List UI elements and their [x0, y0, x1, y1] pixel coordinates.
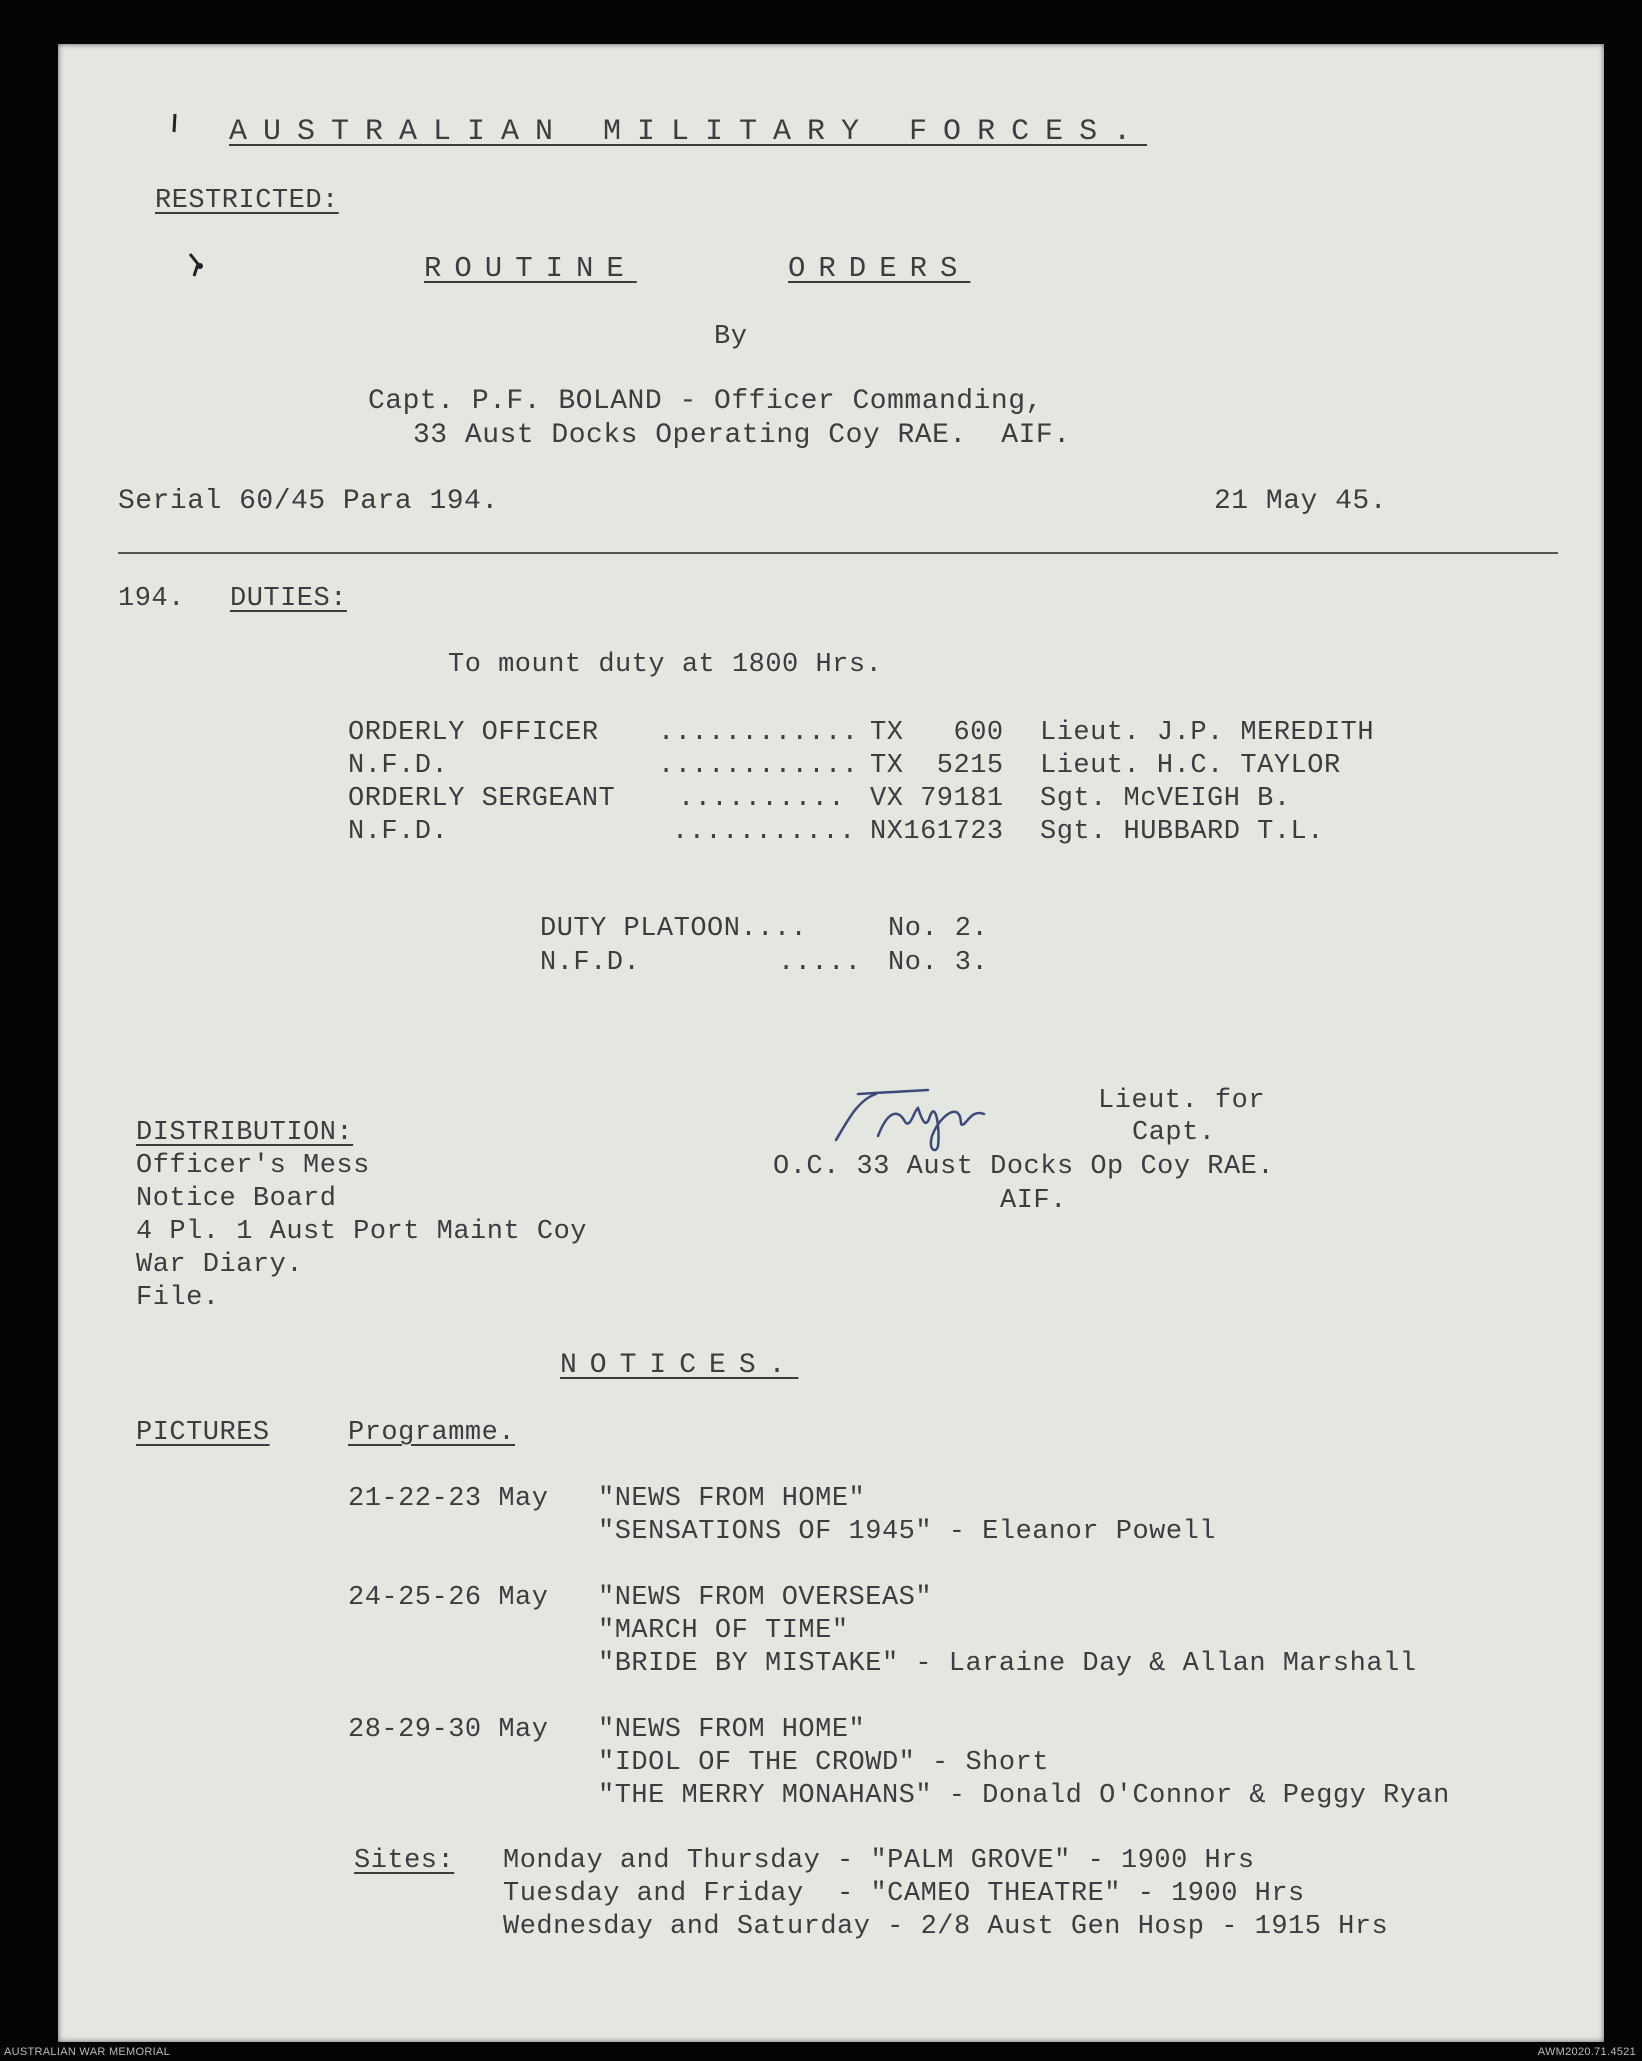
duty-platoon-dots: .....	[778, 948, 862, 978]
duty-role: ORDERLY SERGEANT	[348, 784, 616, 814]
duty-dots: ............	[658, 751, 859, 781]
signature-title-line-3: O.C. 33 Aust Docks Op Coy RAE.	[773, 1152, 1275, 1182]
programme-line: "NEWS FROM HOME"	[598, 1715, 866, 1745]
distribution-item: File.	[136, 1283, 220, 1313]
duties-intro: To mount duty at 1800 Hrs.	[448, 650, 883, 680]
duty-role: N.F.D.	[348, 817, 449, 847]
duty-dots: ...........	[672, 817, 856, 847]
duty-service-number: VX 79181	[870, 784, 1004, 814]
duty-role: N.F.D.	[348, 751, 449, 781]
distribution-item: War Diary.	[136, 1250, 304, 1280]
programme-line: "MARCH OF TIME"	[598, 1616, 849, 1646]
programme-dates: 21-22-23 May	[348, 1484, 549, 1514]
programme-dates: 28-29-30 May	[348, 1715, 549, 1745]
duty-service-number: NX161723	[870, 817, 1004, 847]
serial-reference: Serial 60/45 Para 194.	[118, 486, 499, 517]
site-line: Tuesday and Friday - "CAMEO THEATRE" - 1900 Hrs	[503, 1879, 1305, 1909]
distribution-item: 4 Pl. 1 Aust Port Maint Coy	[136, 1217, 587, 1247]
handwritten-signature	[818, 1080, 1038, 1160]
pictures-label: PICTURES	[136, 1418, 270, 1448]
duty-platoon-label: DUTY PLATOON....	[540, 914, 808, 944]
distribution-item: Notice Board	[136, 1184, 337, 1214]
programme-line: "IDOL OF THE CROWD" - Short	[598, 1748, 1049, 1778]
duty-name: Sgt. HUBBARD T.L.	[1040, 817, 1324, 847]
duty-role: ORDERLY OFFICER	[348, 718, 599, 748]
duty-platoon-label: N.F.D.	[540, 948, 641, 978]
programme-line: "SENSATIONS OF 1945" - Eleanor Powell	[598, 1517, 1216, 1547]
issuer-line-2: 33 Aust Docks Operating Coy RAE. AIF.	[413, 420, 1071, 451]
para-number: 194.	[118, 584, 185, 614]
classification-label: RESTRICTED:	[155, 186, 339, 216]
document-header-title: AUSTRALIAN MILITARY FORCES.	[229, 115, 1148, 149]
issuer-line-1: Capt. P.F. BOLAND - Officer Commanding,	[368, 386, 1043, 417]
archive-reference: AWM2020.71.4521	[1537, 2046, 1636, 2058]
distribution-heading: DISTRIBUTION:	[136, 1118, 354, 1148]
duty-name: Lieut. H.C. TAYLOR	[1040, 751, 1341, 781]
document-date: 21 May 45.	[1214, 486, 1388, 517]
site-line: Monday and Thursday - "PALM GROVE" - 1900 Hrs	[503, 1846, 1255, 1876]
document-title-routine: ROUTINE	[424, 252, 637, 285]
by-label: By	[714, 322, 748, 352]
ink-mark	[186, 250, 210, 280]
site-line: Wednesday and Saturday - 2/8 Aust Gen Hosp - 1915 Hrs	[503, 1912, 1389, 1942]
ink-mark	[170, 112, 180, 134]
signature-title-line-1: Lieut. for	[1098, 1086, 1266, 1116]
signature-title-line-4: AIF.	[1000, 1186, 1067, 1216]
duty-dots: ..........	[678, 784, 846, 814]
duty-platoon-value: No. 3.	[888, 948, 989, 978]
sites-label: Sites:	[354, 1846, 455, 1876]
archive-credit: AUSTRALIAN WAR MEMORIAL	[4, 2046, 171, 2058]
programme-line: "NEWS FROM OVERSEAS"	[598, 1583, 933, 1613]
duty-dots: ............	[658, 718, 859, 748]
duty-service-number: TX 600	[870, 718, 1004, 748]
notices-heading: NOTICES.	[560, 1350, 799, 1381]
distribution-item: Officer's Mess	[136, 1151, 370, 1181]
document-title-orders: ORDERS	[788, 252, 971, 285]
horizontal-rule	[118, 552, 1558, 554]
duty-name: Lieut. J.P. MEREDITH	[1040, 718, 1375, 748]
signature-title-line-2: Capt.	[1132, 1118, 1216, 1148]
programme-line: "THE MERRY MONAHANS" - Donald O'Connor & Peggy Ryan	[598, 1781, 1450, 1811]
programme-line: "BRIDE BY MISTAKE" - Laraine Day & Allan Marshall	[598, 1649, 1417, 1679]
programme-dates: 24-25-26 May	[348, 1583, 549, 1613]
duty-platoon-value: No. 2.	[888, 914, 989, 944]
programme-label: Programme.	[348, 1418, 516, 1448]
duties-heading: DUTIES:	[230, 584, 347, 614]
programme-line: "NEWS FROM HOME"	[598, 1484, 866, 1514]
duty-name: Sgt. McVEIGH B.	[1040, 784, 1291, 814]
duty-service-number: TX 5215	[870, 751, 1004, 781]
